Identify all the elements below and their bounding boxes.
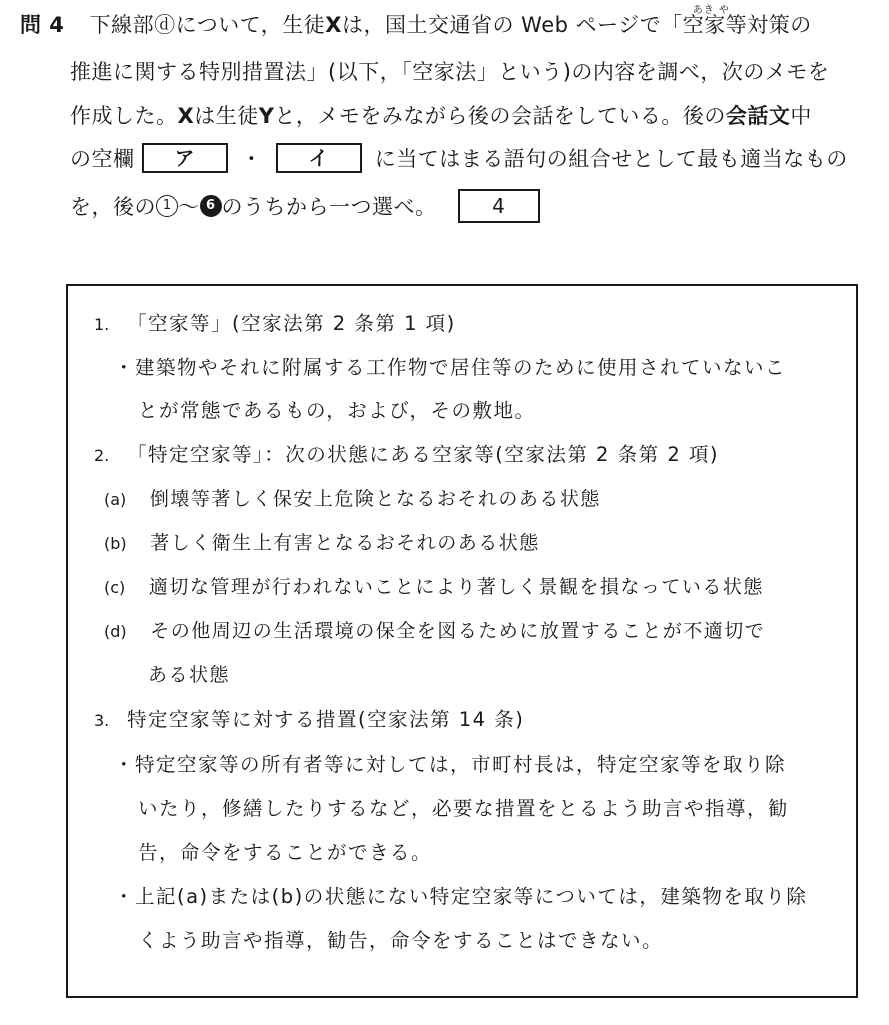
item-text: その他周辺の生活環境の保全を図るために放置することが不適切で bbox=[150, 620, 766, 642]
memo-box bbox=[66, 284, 858, 998]
section-number: 3. bbox=[94, 711, 110, 730]
memo-bullet bbox=[114, 883, 807, 911]
section-number: 1. bbox=[94, 315, 110, 334]
question-text: 等対策の bbox=[725, 13, 812, 37]
item-text: ある状態 bbox=[148, 664, 231, 686]
memo-bullet-continuation bbox=[138, 927, 663, 955]
question-text: は生徒 bbox=[194, 104, 259, 128]
student-x-label: X bbox=[325, 13, 342, 37]
ruby-word bbox=[682, 5, 730, 40]
section-title: 特定空家等に対する措置(空家法第 14 条) bbox=[126, 708, 525, 731]
section-number: 2. bbox=[94, 446, 110, 465]
tilde: ～ bbox=[178, 195, 200, 219]
section-title: 「特定空家等」：次の状態にある空家等(空家法第 2 条第 2 項) bbox=[126, 443, 720, 466]
blank-b-box: イ bbox=[276, 143, 362, 173]
item-label: (c) bbox=[104, 578, 126, 597]
ruby-base: 空家 bbox=[682, 13, 726, 37]
item-text: 適切な管理が行われないことにより著しく景観を損なっている状態 bbox=[148, 576, 764, 598]
blank-a-box: ア bbox=[142, 143, 228, 173]
bullet-text: 告，命令をすることができる。 bbox=[138, 841, 433, 864]
item-label: (a) bbox=[104, 490, 127, 509]
bullet-text: いたり，修繕したりするなど，必要な措置をとるよう助言や指導，勧 bbox=[138, 797, 790, 820]
question-text: は，国土交通省の Web ページで「 bbox=[342, 13, 683, 37]
question-text: と，メモをみながら後の会話をしている。後の bbox=[274, 104, 726, 128]
dialogue-label: 会話文 bbox=[725, 104, 791, 128]
answer-number-box: 4 bbox=[458, 189, 540, 223]
bullet-text: くよう助言や指導，勧告，命令をすることはできない。 bbox=[138, 929, 664, 952]
question-line-5 bbox=[70, 191, 540, 221]
ruby-reading: あき や bbox=[692, 5, 730, 16]
separator-dot: ・ bbox=[240, 147, 263, 171]
question-text: の空欄 bbox=[70, 147, 135, 171]
question-text: のうちから一つ選べ。 bbox=[221, 195, 437, 219]
memo-item bbox=[104, 573, 764, 601]
memo-bullet-continuation bbox=[138, 795, 789, 823]
bullet-text: ・特定空家等の所有者等に対しては，市町村長は，特定空家等を取り除 bbox=[114, 753, 787, 776]
student-y-label: Y bbox=[258, 104, 275, 128]
student-x-label: X bbox=[177, 104, 195, 128]
question-text: に当てはまる語句の組合せとして最も適当なもの bbox=[374, 147, 848, 171]
question-line-2 bbox=[70, 57, 829, 87]
item-text: 倒壊等著しく保安上危険となるおそれのある状態 bbox=[149, 488, 601, 510]
question-line-3 bbox=[70, 101, 812, 131]
bullet-text: ・建築物やそれに附属する工作物で居住等のために使用されていないこ bbox=[114, 356, 787, 379]
question-number: 問 4 bbox=[20, 13, 65, 37]
bullet-text: ・上記(a)または(b)の状態にない特定空家等については，建築物を取り除 bbox=[114, 885, 808, 908]
choice-first-icon: 1 bbox=[156, 195, 178, 217]
question-line-1 bbox=[20, 5, 812, 40]
memo-item-continuation bbox=[148, 661, 230, 689]
item-label: (b) bbox=[104, 534, 127, 553]
section-title: 「空家等」(空家法第 2 条第 1 項) bbox=[126, 312, 456, 335]
memo-bullet-continuation bbox=[138, 397, 535, 425]
memo-section-1-heading bbox=[94, 310, 456, 338]
question-line-4 bbox=[70, 144, 848, 174]
question-text: 中 bbox=[790, 104, 812, 128]
memo-bullet-continuation bbox=[138, 839, 432, 867]
choice-last-icon: 6 bbox=[200, 195, 222, 217]
question-text: を，後の bbox=[70, 195, 156, 219]
memo-section-3-heading bbox=[94, 706, 524, 734]
memo-bullet bbox=[114, 751, 786, 779]
memo-item bbox=[104, 485, 601, 513]
question-text: 推進に関する特別措置法」(以下，「空家法」という)の内容を調べ，次のメモを bbox=[70, 60, 830, 84]
memo-item bbox=[104, 617, 765, 645]
item-text: 著しく衛生上有害となるおそれのある状態 bbox=[150, 532, 540, 554]
bullet-text: とが常態であるもの，および，その敷地。 bbox=[138, 399, 536, 422]
item-label: (d) bbox=[104, 622, 127, 641]
question-text: 下線部ⓓについて，生徒 bbox=[89, 13, 326, 37]
question-text: 作成した。 bbox=[70, 104, 178, 128]
memo-section-2-heading bbox=[94, 441, 719, 469]
memo-bullet bbox=[114, 354, 786, 382]
memo-item bbox=[104, 529, 540, 557]
